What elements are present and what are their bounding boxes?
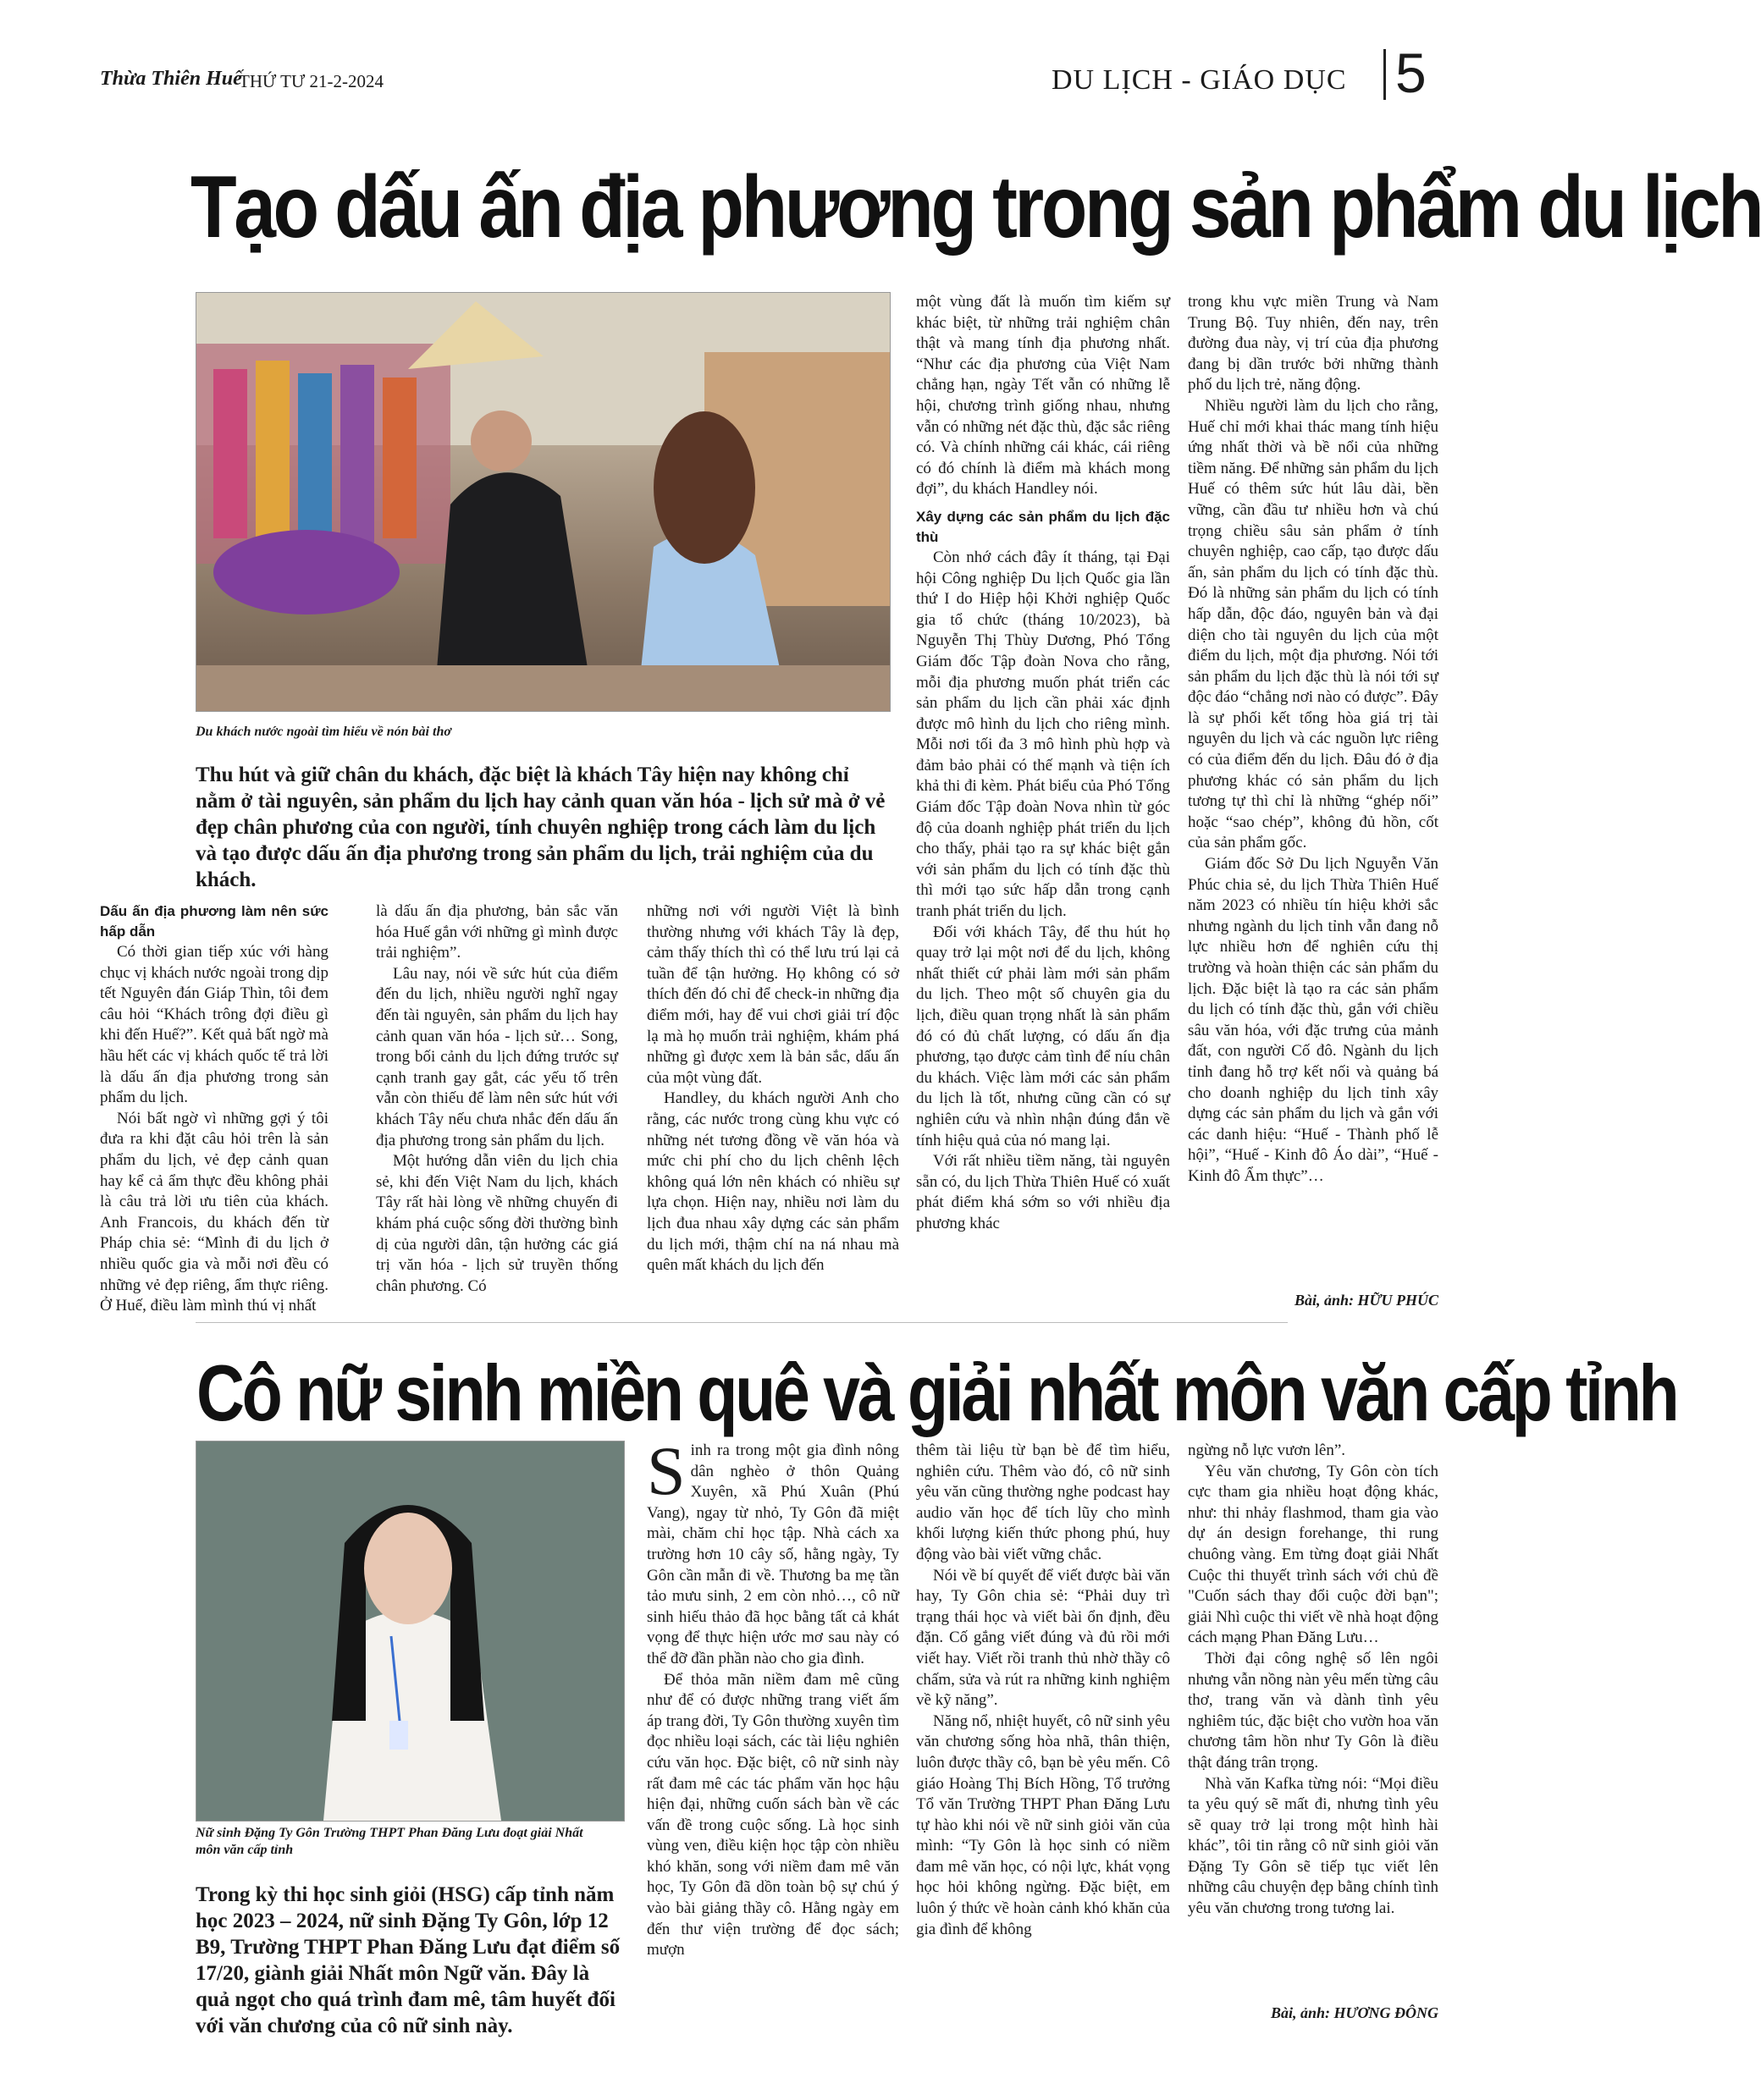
paragraph: Giám đốc Sở Du lịch Nguyễn Văn Phúc chia sẻ, du lịch Thừa Thiên Huế năm 2023 có nhiều tín hiệu khởi sắc nhưng ngành du lịch tỉnh vẫn đang nỗ lực nhiều hơn để nghiên cứu thị trường và hoàn thiện các sản phẩm du lịch. Đặc biệt là tạo ra các sản phẩm du lịch có tính đặc thù, gắn với chiều sâu văn hóa, với đặc trưng của mảnh đất, con người Cố đô. Ngành du lịch tỉnh đang hỗ trợ kết nối và quảng bá cho doanh nghiệp du lịch tỉnh xây dựng các sản phẩm du lịch và gắn với các danh hiệu: “Huế - Thành phố lễ hội”, “Huế - Kinh đô Áo dài”, “Huế - Kinh đô Ẩm thực”…: [1188, 855, 1438, 1185]
header-divider: [1383, 49, 1386, 100]
article1-photo: [196, 292, 891, 712]
paragraph: Đối với khách Tây, để thu hút họ quay trở lại một nơi để du lịch, không nhất thiết cứ phải làm mới sản phẩm du lịch. Theo một số chuyên gia du lịch, điều quan trọng nhất là sản phẩm đó có đủ chất lượng, có dấu ấn địa phương, tạo được cảm tình để níu chân du khách. Việc làm mới các sản phẩm du lịch là tốt, nhưng cũng cần có sự nghiên cứu và nhìn nhận đúng đắn về tính hiệu quả của nó mang lại.: [916, 923, 1170, 1149]
article1-column-3: [647, 901, 899, 1276]
article1-title: Tạo dấu ấn địa phương trong sản phẩm du lịch: [190, 158, 1761, 256]
paragraph: Nhà văn Kafka từng nói: “Mọi điều ta yêu quý sẽ mất đi, nhưng tình yêu sẽ quay trở lại trong một hình hài khác”, tôi tin rằng cô nữ sinh giỏi văn Đặng Ty Gôn sẽ tiếp tục viết lên những câu chuyện đẹp bằng chính tình yêu văn chương trong tương lai.: [1188, 1774, 1438, 1918]
article2-column-2: [916, 1441, 1170, 1940]
student-portrait-photo: [196, 1441, 624, 1821]
paragraph: một vùng đất là muốn tìm kiếm sự khác biệt, từ những trải nghiệm chân thật và mang tính địa phương nhất. “Như các địa phương của Việt Nam chẳng hạn, ngày Tết vẫn có những lễ hội, chương trình giống nhau, nhưng vẫn có những nét đặc thù, đặc sắc riêng có. Và chính những cái khác, cái riêng có đó chính là điểm mà khách mong đợi”, du khách Handley nói.: [916, 293, 1170, 499]
article-divider: [196, 1322, 1288, 1323]
paragraph: Một hướng dẫn viên du lịch chia sẻ, khi đến Việt Nam du lịch, khách Tây rất hài lòng về những chuyến đi khám phá cuộc sống đời thường bình dị của người dân, tận hưởng các giá trị văn hóa - lịch sử truyền thống chân phương. Có: [376, 1152, 618, 1295]
article2-photo: [196, 1441, 625, 1822]
article1-column-2: [376, 901, 618, 1297]
paragraph: Handley, du khách người Anh cho rằng, các nước trong cùng khu vực có những nét tương đồng về văn hóa và mức chi phí cho du lịch chênh lệch không quá lớn nên khách có nhiều sự lựa chọn. Hiện nay, nhiều nơi làm du lịch đua nhau xây dựng các sản phẩm du lịch mới, thậm chí na ná nhau mà quên mất khách du lịch đến: [647, 1089, 899, 1275]
paragraph: Thời đại công nghệ số lên ngôi nhưng vẫn nồng nàn yêu mến từng câu thơ, trang văn và dành tình yêu nghiêm túc, đặc biệt cho vườn hoa văn chương tâm hồn như Ty Gôn là điều thật đáng trân trọng.: [1188, 1649, 1438, 1772]
paragraph-text: inh ra trong một gia đình nông dân nghèo ở thôn Quảng Xuyên, xã Phú Xuân (Phú Vang), ngay từ nhỏ, Ty Gôn đã miệt mài, chăm chỉ học tập. Nhà cách xa trường hơn 10 cây số, hằng ngày, Ty Gôn cần mẫn đi về. Thương ba mẹ tần tảo mưu sinh, 2 em còn nhỏ…, cô nữ sinh hiếu thảo đã học bằng tất cả khát vọng để thực hiện ước mơ sau này có thể đỡ đần phần nào cho gia đình.: [647, 1441, 899, 1667]
newspaper-name: Thừa Thiên Huế: [100, 68, 242, 90]
paragraph: Yêu văn chương, Ty Gôn còn tích cực tham gia nhiều hoạt động khác, như: thi nhảy flashmod, tham gia vào dự án design forehange, thi rung chuông vàng. Em từng đoạt giải Nhất Cuộc thi thuyết trình sách với chủ đề "Cuốn sách thay đổi cuộc đời bạn"; giải Nhì cuộc thi viết về nhà hoạt động cách mạng Phan Đăng Lưu…: [1188, 1462, 1438, 1647]
paragraph: Năng nổ, nhiệt huyết, cô nữ sinh yêu văn chương sống hòa nhã, thân thiện, luôn được thầy cô, bạn bè yêu mến. Cô giáo Hoàng Thị Bích Hồng, Tổ trưởng Tổ văn Trường THPT Phan Đăng Lưu tự hào khi nói về nữ sinh giỏi văn của mình: “Ty Gôn là học sinh có niềm đam mê văn học, có nội lực, khát vọng học hỏi không ngừng. Đặc biệt, em luôn ý thức về hoàn cảnh khó khăn của gia đình để không: [916, 1711, 1170, 1938]
paragraph: Nói về bí quyết để viết được bài văn hay, Ty Gôn chia sẻ: “Phải duy trì trạng thái học và viết bài ổn định, đều đặn. Cố gắng viết đúng và đủ rồi mới viết hay. Viết rồi tranh thủ nhờ thầy cô chấm, sửa và rút ra những kinh nghiệm về kỹ năng”.: [916, 1566, 1170, 1710]
paragraph: là dấu ấn địa phương, bản sắc văn hóa Huế gắn với những gì mình được trải nghiệm”.: [376, 902, 618, 962]
article2-column-1: [647, 1432, 899, 1961]
article1-column-4: [916, 292, 1170, 1235]
paragraph: Để thỏa mãn niềm đam mê cũng như để có được những trang viết ấm áp trang đời, Ty Gôn thường xuyên tìm đọc nhiều loại sách, các tài liệu nghiên cứu văn học. Đặc biệt, cô nữ sinh này rất đam mê các tác phẩm văn học hậu hiện đại, những cuốn sách bàn về các vấn đề trong cuộc sống. Là học sinh vùng ven, điều kiện học tập còn nhiều khó khăn, song với niềm đam mê văn học, Ty Gôn đã dồn toàn bộ sự chú ý vào bài giảng thầy cô. Hằng ngày em đến thư viện trường để đọc sách; mượn: [647, 1670, 899, 1959]
article1-subheading-1: Dấu ấn địa phương làm nên sức hấp dẫn: [100, 903, 328, 940]
paragraph: những nơi với người Việt là bình thường nhưng với khách Tây là đẹp, cảm thấy thích thì có thể lưu trú lại cả tuần để tận hưởng. Họ không có sở thích đến đó chỉ để check-in những địa điểm mới, hay để vui chơi giải trí độc lạ mà họ muốn trải nghiệm, khám phá những gì được xem là bản sắc, dấu ấn của một vùng đất.: [647, 902, 899, 1087]
article2-title: Cô nữ sinh miền quê và giải nhất môn văn cấp tỉnh: [196, 1348, 1677, 1437]
paragraph: ngừng nỗ lực vươn lên”.: [1188, 1441, 1346, 1459]
article2-column-3: [1188, 1441, 1438, 1920]
issue-date: THỨ TƯ 21-2-2024: [239, 71, 384, 91]
paragraph: Nói bất ngờ vì những gợi ý tôi đưa ra khi đặt câu hỏi trên là sản phẩm du lịch, vẻ đẹp cảnh quan hay kể cả ẩm thực đều không phải là câu trả lời ưu tiên của khách. Anh Francois, du khách đến từ Pháp chia sẻ: “Mình đi du lịch ở nhiều quốc gia và mỗi nơi đều có những vẻ đẹp riêng, ẩm thực riêng. Ở Huế, điều làm mình thú vị nhất: [100, 1109, 328, 1315]
paragraph: Nhiều người làm du lịch cho rằng, Huế chỉ mới khai thác mang tính hiệu ứng nhất thời và bề nổi của những tiềm năng. Để những sản phẩm du lịch Huế có thêm sức hút lâu dài, bền vững, cần đầu tư nhiều hơn và chú trọng chiều sâu sản phẩm ở tính chuyên nghiệp, cao cấp, tạo được dấu ấn, sản phẩm du lịch có tính đặc thù. Đó là những sản phẩm du lịch có tính hấp dẫn, độc đáo, nguyên bản và đại diện cho tài nguyên du lịch của một điểm du lịch, một địa phương. Nói tới sản phẩm du lịch đặc thù là nói tới sự độc đáo “chẳng nơi nào có được”. Đây là sự phối kết tổng hòa giá trị tài nguyên du lịch và các nguồn lực riêng có của điểm đến du lịch. Đâu đó ở địa phương khác có sản phẩm du lịch tương tự thì chỉ là những “ghép nối” hoặc “sao chép”, không đủ hồn, cốt của sản phẩm gốc.: [1188, 396, 1438, 852]
paragraph: [647, 1432, 899, 1670]
paragraph: thêm tài liệu từ bạn bè để tìm hiểu, nghiên cứu. Thêm vào đó, cô nữ sinh yêu văn cũng thường nghe podcast hay audio văn học để tích lũy cho mình khối lượng kiến thức phong phú, huy động vào bài viết vững chắc.: [916, 1441, 1170, 1563]
article1-subheading-2: Xây dựng các sản phẩm du lịch đặc thù: [916, 508, 1170, 545]
article2-byline: Bài, ảnh: HƯƠNG ĐÔNG: [1271, 2004, 1438, 2021]
drop-cap: S: [647, 1432, 686, 1509]
article2-lead: Trong kỳ thi học sinh giỏi (HSG) cấp tỉnh năm học 2023 – 2024, nữ sinh Đặng Ty Gôn, lớp 12 B9, Trường THPT Phan Đăng Lưu đạt điểm số 17/20, giành giải Nhất môn Ngữ văn. Đây là quả ngọt cho quá trình đam mê, tâm huyết đối với văn chương của cô nữ sinh này.: [196, 1883, 621, 2037]
article2-photo-caption: Nữ sinh Đặng Ty Gôn Trường THPT Phan Đăng Lưu đoạt giải Nhất môn văn cấp tỉnh: [196, 1826, 583, 1857]
article1-column-5: [1188, 292, 1438, 1188]
paragraph: Với rất nhiều tiềm năng, tài nguyên sẵn có, du lịch Thừa Thiên Huế có xuất phát điểm khá sớm so với nhiều địa phương khác: [916, 1152, 1170, 1232]
paragraph: Lâu nay, nói về sức hút của điểm đến du lịch, nhiều người nghĩ ngay đến tài nguyên, sản phẩm du lịch hay cảnh quan văn hóa - lịch sử… Song, trong bối cảnh du lịch đứng trước sự cạnh tranh gay gắt, các yếu tố trên vẫn còn thiếu để làm nên sức hút với khách Tây nếu chưa nhắc đến dấu ấn địa phương trong sản phẩm du lịch.: [376, 964, 618, 1149]
page-number: 5: [1395, 41, 1427, 104]
article1-column-1: [100, 901, 328, 1317]
section-name: DU LỊCH - GIÁO DỤC: [1052, 64, 1347, 96]
paragraph: Có thời gian tiếp xúc với hàng chục vị khách nước ngoài trong dịp tết Nguyên đán Giáp Thìn, tôi đem câu hỏi “Khách trông đợi điều gì khi đến Huế?”. Kết quả bất ngờ mà hầu hết các vị khách quốc tế trả lời là dấu ấn địa phương trong sản phẩm du lịch.: [100, 943, 328, 1107]
article1-lead: Thu hút và giữ chân du khách, đặc biệt là khách Tây hiện nay không chỉ nằm ở tài nguyên, sản phẩm du lịch hay cảnh quan văn hóa - lịch sử mà ở vẻ đẹp chân phương của con người, tính chuyên nghiệp trong cách làm du lịch và tạo được dấu ấn địa phương trong sản phẩm du lịch, trải nghiệm của du khách.: [196, 763, 886, 891]
paragraph: trong khu vực miền Trung và Nam Trung Bộ. Tuy nhiên, đến nay, trên đường đua này, vị trí của địa phương đang bị dần trước bởi những thành phố du lịch trẻ, năng động.: [1188, 293, 1438, 394]
tourists-shop-photo: [196, 293, 890, 711]
paragraph: Còn nhớ cách đây ít tháng, tại Đại hội Công nghiệp Du lịch Quốc gia lần thứ I do Hiệp hội Khởi nghiệp Quốc gia tổ chức (tháng 10/2023), bà Nguyễn Thị Thùy Dương, Phó Tổng Giám đốc Tập đoàn Nova cho rằng, mỗi địa phương muốn phát triển các sản phẩm du lịch cần phải xác định được mô hình du lịch cho riêng mình. Mỗi nơi tối đa 3 mô hình phù hợp và đảm bảo phải có thế mạnh và tiện ích khả thi đi kèm. Phát biểu của Phó Tổng Giám đốc Tập đoàn Nova nhìn từ góc độ của doanh nghiệp phát triển du lịch cho thấy, phải tạo ra sự khác biệt gắn với sản phẩm du lịch có tính đặc thù thì mới tạo sức hấp dẫn trong cạnh tranh phát triển du lịch.: [916, 548, 1170, 921]
article1-byline: Bài, ảnh: HỮU PHÚC: [1295, 1292, 1438, 1309]
article1-photo-caption: Du khách nước ngoài tìm hiểu về nón bài thơ: [196, 725, 451, 739]
